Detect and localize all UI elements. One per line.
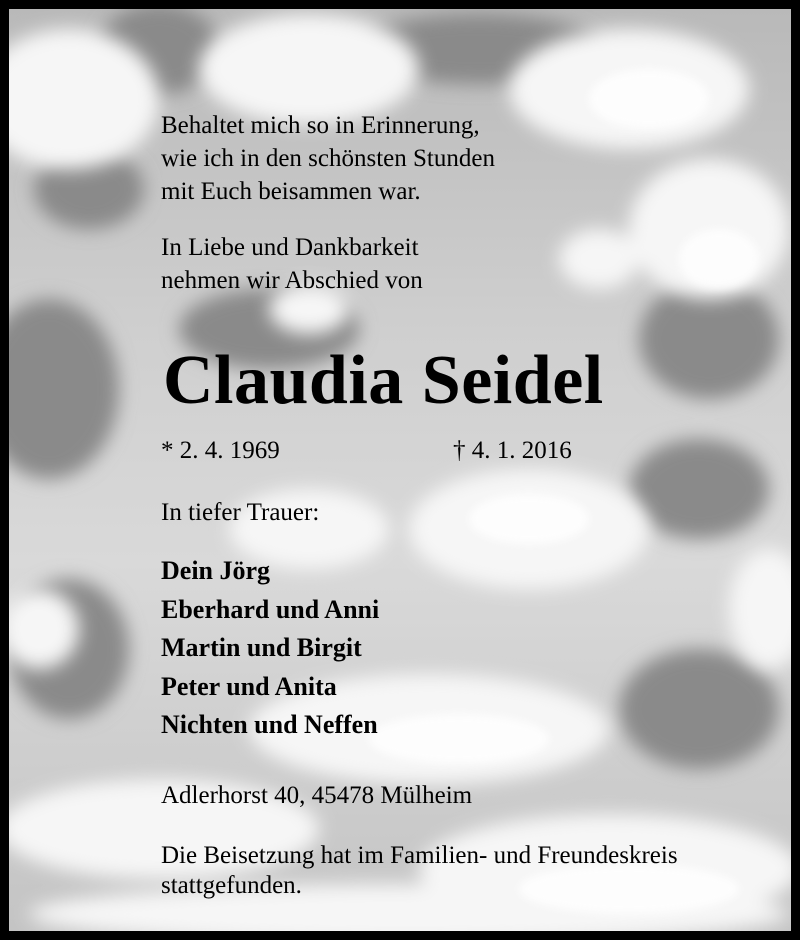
family-address: Adlerhorst 40, 45478 Mülheim [161,782,473,809]
mourners-list [161,552,379,745]
mourning-label: In tiefer Trauer: [161,499,320,526]
birth-date: * 2. 4. 1969 [161,437,280,464]
verse-line-2: wie ich in den schönsten Stunden [161,145,495,172]
memorial-verse [161,109,495,208]
mourner: Peter und Anita [161,671,337,701]
deceased-name: Claudia Seidel [163,342,604,419]
burial-note [161,841,678,901]
verse-line-1: Behaltet mich so in Erinnerung, [161,112,480,139]
death-date: † 4. 1. 2016 [453,437,572,464]
mourner: Dein Jörg [161,556,271,585]
mourner: Eberhard und Anni [161,594,380,624]
mourner: Nichten und Neffen [161,710,378,739]
intro-line-2: nehmen wir Abschied von [161,267,423,294]
burial-line-2: stattgefunden. [161,872,302,899]
farewell-intro [161,231,423,297]
burial-line-1: Die Beisetzung hat im Familien- und Freundeskreis [161,842,678,869]
intro-line-1: In Liebe und Dankbarkeit [161,234,419,261]
mourner: Martin und Birgit [161,633,362,662]
verse-line-3: mit Euch beisammen war. [161,178,421,205]
